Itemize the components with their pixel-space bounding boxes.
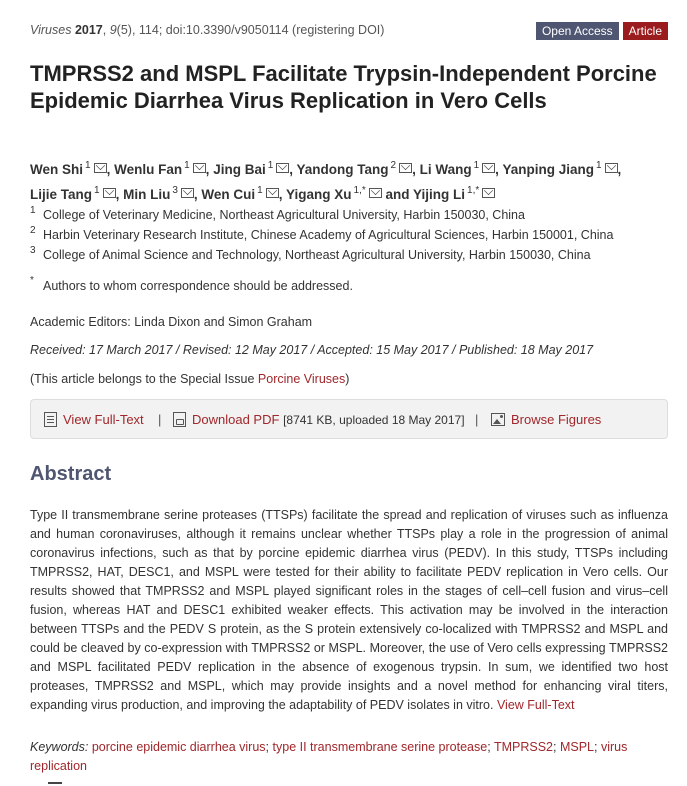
email-icon[interactable]	[181, 188, 194, 198]
separator: |	[475, 412, 479, 427]
email-icon[interactable]	[482, 163, 495, 173]
keywords: Keywords: porcine epidemic diarrhea virus; type II transmembrane serine protease; TMPRSS2; MSPL; virus replication	[30, 740, 628, 773]
open-access-badge: Open Access	[536, 22, 619, 40]
abstract-fulltext-link[interactable]: View Full-Text	[496, 698, 575, 712]
citation-rest: , 114; doi:10.3390/v9050114 (registering DOI)	[131, 23, 385, 37]
abstract-text: Type II transmembrane serine proteases (TTSPs) facilitate the spread and replication of viruses such as influenza and human coronaviruses, although it remains unclear whether TTSPs play a role in the progression of animal coronavirus infections, such as that by porcine epidemic diarrhea virus (PEDV). In this study, TTSPs including TMPRSS2, HAT, DESC1, and MSPL were tested for their ability to facilitate PEDV replication in Vero cells. Our results showed that TMPRSS2 and MSPL played significant roles in the stages of cell–cell fusion and virus–cell fusion, whereas HAT and DESC1 exhibited weaker effects. This activation may be involved in the interaction between TTSPs and the PEDV S protein, as the S protein extensively co-localized with TMPRSS2 and MSPL and could be cleaved by co-expression with TMPRSS2 or MSPL. Moreover, the use of Vero cells expressing TMPRSS2 and MSPL facilitated PEDV replication in the absence of exogenous trypsin. In sum, we identified two host proteases, TMPRSS2 and MSPL, which may provide insights and a novel method for enhancing viral titers, expanding virus production, and improving the adaptability of PEDV isolates in vitro.	[30, 508, 668, 712]
publication-dates: Received: 17 March 2017 / Revised: 12 May 2017 / Accepted: 15 May 2017 / Published: 18 May 2017	[30, 343, 594, 357]
affiliation: 3 College of Animal Science and Technology, Northeast Agricultural University, Harbin 150030, China	[30, 245, 591, 262]
pdf-info: [8741 KB, uploaded 18 May 2017]	[283, 412, 465, 427]
special-issue-link[interactable]: Porcine Viruses	[257, 372, 346, 386]
badge-group	[536, 22, 668, 40]
author[interactable]: Min Liu $^3$	[123, 187, 194, 202]
academic-editors: Academic Editors: Linda Dixon and Simon Graham	[30, 315, 313, 329]
keyword-link[interactable]: type II transmembrane serine protease	[272, 740, 488, 754]
email-icon[interactable]	[399, 163, 412, 173]
author[interactable]: Li Wang $^1$	[420, 162, 496, 177]
author[interactable]: Yijing Li $^{1,*}$	[413, 187, 495, 202]
affiliation-list	[30, 206, 668, 266]
email-icon[interactable]	[103, 188, 116, 198]
author[interactable]: Wen Cui $^1$	[201, 187, 278, 202]
citation-line: Viruses 2017, 9(5), 114; doi:10.3390/v9050114 (registering DOI)	[30, 23, 385, 37]
author[interactable]: Wen Shi $^1$	[30, 162, 107, 177]
email-icon[interactable]	[482, 188, 495, 198]
keyword-link[interactable]: TMPRSS2	[493, 740, 553, 754]
author[interactable]: Yigang Xu $^{1,*}$	[286, 187, 382, 202]
journal-name: Viruses	[30, 23, 72, 37]
email-icon[interactable]	[193, 163, 206, 173]
article-type-badge: Article	[623, 22, 668, 40]
email-icon[interactable]	[369, 188, 382, 198]
email-icon[interactable]	[605, 163, 618, 173]
keyword-link[interactable]: virus replication	[30, 740, 628, 773]
article-title: TMPRSS2 and MSPL Facilitate Trypsin-Independent Porcine Epidemic Diarrhea Virus Replication in Vero Cells	[30, 61, 657, 113]
author-conjunction: and	[385, 187, 410, 202]
abstract-body	[30, 506, 668, 715]
browse-figures-button[interactable]: Browse Figures	[491, 412, 601, 427]
separator: |	[158, 412, 162, 427]
download-pdf-button[interactable]: Download PDF [8741 KB, uploaded 18 May 2017]	[173, 412, 465, 427]
special-issue-note: (This article belongs to the Special Issue Porcine Viruses)	[30, 372, 350, 386]
author[interactable]: Yanping Jiang $^1$	[502, 162, 617, 177]
article-actions-bar	[30, 399, 668, 439]
pdf-icon	[173, 412, 186, 427]
abstract-heading: Abstract	[30, 463, 112, 485]
email-icon[interactable]	[276, 163, 289, 173]
affiliation: 2 Harbin Veterinary Research Institute, Chinese Academy of Agricultural Sciences, Harbin 150001, China	[30, 225, 614, 242]
author[interactable]: Wenlu Fan $^1$	[114, 162, 206, 177]
image-icon	[491, 413, 505, 426]
author[interactable]: Lijie Tang $^1$	[30, 187, 116, 202]
author-list: Wen Shi $^1$ , Wenlu Fan $^1$ , Jing Bai $^1$ , Yandong Tang $^2$ , Li Wang $^1$ , Yanping Jiang $^1$ , Lijie Tang $^1$ , Min Liu $^3$ , Wen Cui $^1$ , Yigang Xu $^{1,*}$ and Yijing Li $^{1,*}$	[30, 160, 622, 202]
journal-issue: (5)	[116, 23, 132, 37]
journal-volume: 9	[109, 23, 117, 37]
email-icon[interactable]	[266, 188, 279, 198]
affiliation: 1 College of Veterinary Medicine, Northeast Agricultural University, Harbin 150030, China	[30, 205, 525, 222]
keywords-label: Keywords:	[30, 740, 89, 754]
author[interactable]: Yandong Tang $^2$	[297, 162, 413, 177]
keyword-link[interactable]: porcine epidemic diarrhea virus	[91, 740, 266, 754]
cutoff-glyph	[48, 779, 62, 786]
document-icon	[44, 412, 57, 427]
journal-year: 2017	[74, 23, 103, 37]
keyword-link[interactable]: MSPL	[559, 740, 595, 754]
email-icon[interactable]	[94, 163, 107, 173]
view-fulltext-button[interactable]: View Full-Text	[44, 412, 144, 427]
author[interactable]: Jing Bai $^1$	[213, 162, 289, 177]
